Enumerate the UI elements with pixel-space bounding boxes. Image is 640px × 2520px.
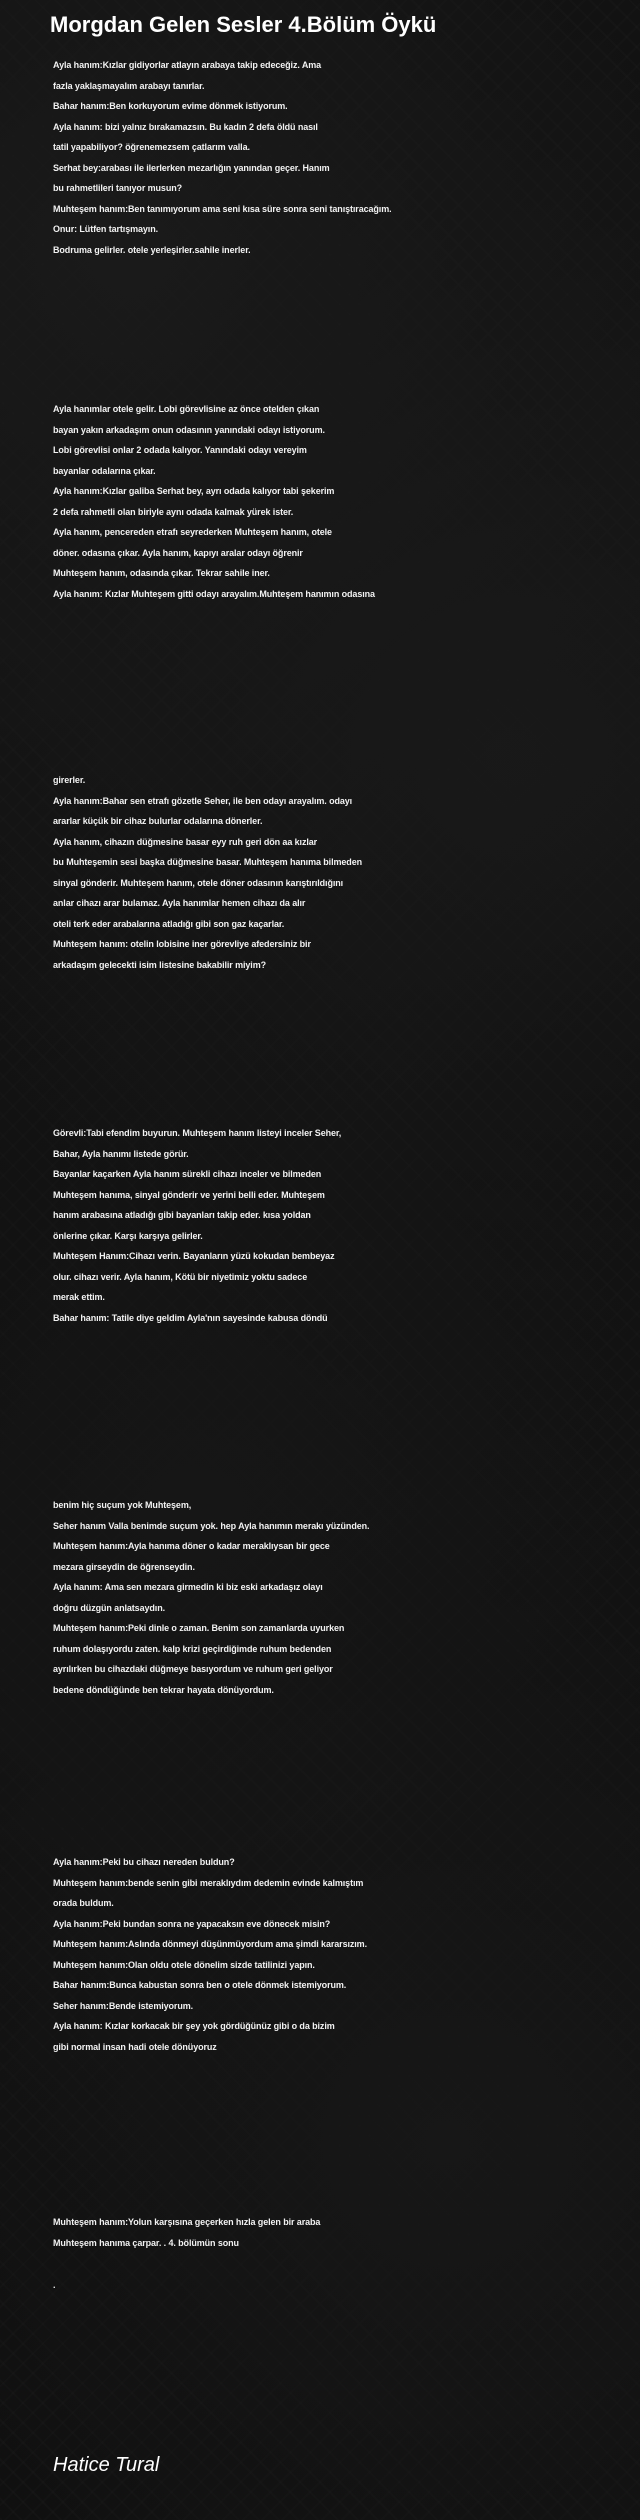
story-line: Ayla hanım: bizi yalnız bırakamazsın. Bu kadın 2 defa öldü nasıl [53, 121, 318, 132]
story-section-7 [53, 2212, 638, 2253]
story-line: Ayla hanımlar otele gelir. Lobi görevlisine az önce otelden çıkan [53, 404, 320, 414]
story-line: Ayla hanım:Kızlar galiba Serhat bey, ayrı odada kalıyor tabi şekerim [53, 486, 335, 496]
story-line: Muhteşem hanım:Aslında dönmeyi düşünmüyordum ama şimdi kararsızım. [53, 1939, 367, 1949]
story-line: Muhteşem hanım: otelin lobisine iner görevliye afedersiniz bir [53, 939, 311, 949]
story-line: tatil yapabiliyor? öğrenemezsem çatlarım valla. [53, 142, 250, 152]
story-line: Bahar, Ayla hanımı listede görür. [53, 1148, 189, 1159]
story-line: Muhteşem hanıma, sinyal gönderir ve yerini belli eder. Muhteşem [53, 1189, 325, 1200]
story-line: önlerine çıkar. Karşı karşıya gelirler. [53, 1230, 203, 1241]
story-line: Bayanlar kaçarken Ayla hanım sürekli cihazı inceler ve bilmeden [53, 1169, 322, 1179]
story-line: bedene döndüğünde ben tekrar hayata dönüyordum. [53, 1684, 274, 1695]
story-line: bu Muhteşemin sesi başka düğmesine basar. Muhteşem hanıma bilmeden [53, 857, 362, 867]
story-line: Serhat bey:arabası ile ilerlerken mezarlığın yanından geçer. Hanım [53, 162, 330, 173]
story-line: Muhteşem hanım:Peki dinle o zaman. Benim son zamanlarda uyurken [53, 1623, 345, 1633]
story-line: gibi normal insan hadi otele dönüyoruz [53, 2041, 217, 2052]
story-line: anlar cihazı arar bulamaz. Ayla hanımlar hemen cihazı da alır [53, 898, 306, 908]
story-line: ruhum dolaşıyordu zaten. kalp krizi geçirdiğimde ruhum bedenden [53, 1643, 332, 1654]
story-line: Ayla hanım: Ama sen mezara girmedin ki biz eski arkadaşız olayı [53, 1582, 323, 1592]
story-line: olur. cihazı verir. Ayla hanım, Kötü bir niyetimiz yoktu sadece [53, 1271, 308, 1282]
story-title: Morgdan Gelen Sesler 4.Bölüm Öykü [50, 12, 437, 37]
story-line: Bahar hanım:Ben korkuyorum evime dönmek istiyorum. [53, 101, 288, 111]
story-line: Seher hanım Valla benimde suçum yok. hep Ayla hanımın merakı yüzünden. [53, 1520, 370, 1531]
story-line: Onur: Lütfen tartışmayın. [53, 224, 159, 234]
story-line: Muhteşem Hanım:Cihazı verin. Bayanların yüzü kokudan bembeyaz [53, 1251, 335, 1261]
story-line: Ayla hanım: Kızlar Muhteşem gitti odayı arayalım.Muhteşem hanımın odasına [53, 588, 375, 599]
story-line: Bodruma gelirler. otele yerleşirler.sahile inerler. [53, 244, 251, 255]
story-line: Lobi görevlisi onlar 2 odada kalıyor. Yanındaki odayı vereyim [53, 445, 307, 455]
story-line: Muhteşem hanıma çarpar. . 4. bölümün sonu [53, 2237, 239, 2248]
story-line: . [53, 2280, 56, 2290]
story-line: Ayla hanım:Kızlar gidiyorlar atlayın arabaya takip edeceğiz. Ama [53, 60, 322, 70]
story-line: Ayla hanım:Peki bundan sonra ne yapacaksın eve dönecek misin? [53, 1918, 331, 1929]
story-line: Muhteşem hanım:Olan oldu otele dönelim sizde tatilinizi yapın. [53, 1959, 315, 1970]
story-line: fazla yaklaşmayalım arabayı tanırlar. [53, 80, 205, 91]
story-line: arkadaşım gelecekti isim listesine bakabilir miyim? [53, 959, 267, 970]
story-line: doğru düzgün anlatsaydın. [53, 1602, 165, 1613]
story-line: bayan yakın arkadaşım onun odasının yanındaki odayı istiyorum. [53, 424, 325, 435]
story-line: girerler. [53, 775, 86, 785]
story-section-1 [53, 55, 638, 260]
story-line: Ayla hanım:Bahar sen etrafı gözetle Seher, ile ben odayı arayalım. odayı [53, 795, 353, 806]
story-line: benim hiç suçum yok Muhteşem, [53, 1500, 192, 1510]
story-line: Muhteşem hanım:bende senin gibi meraklıydım dedemin evinde kalmıştım [53, 1877, 364, 1888]
story-line: Muhteşem hanım:Yolun karşısına geçerken hızla gelen bir araba [53, 2217, 321, 2227]
story-line: ayrılırken bu cihazdaki düğmeye basıyordum ve ruhum geri geliyor [53, 1664, 333, 1674]
story-line: Ayla hanım:Peki bu cihazı nereden buldun? [53, 1857, 235, 1867]
story-line: merak ettim. [53, 1292, 105, 1302]
story-line: Muhteşem hanım:Ayla hanıma döner o kadar meraklıysan bir gece [53, 1541, 330, 1551]
story-line: Görevli:Tabi efendim buyurun. Muhteşem hanım listeyi inceler Seher, [53, 1128, 342, 1138]
story-section-8 [53, 2275, 638, 2296]
story-line: bayanlar odalarına çıkar. [53, 465, 156, 476]
story-line: döner. odasına çıkar. Ayla hanım, kapıyı aralar odayı öğrenir [53, 547, 303, 558]
story-line: 2 defa rahmetli olan biriyle aynı odada kalmak yürek ister. [53, 506, 294, 517]
story-line: Bahar hanım: Tatile diye geldim Ayla'nın sayesinde kabusa döndü [53, 1312, 328, 1323]
story-section-4 [53, 1123, 638, 1328]
story-line: sinyal gönderir. Muhteşem hanım, otele döner odasının karıştırıldığını [53, 877, 344, 888]
story-line: Ayla hanım: Kızlar korkacak bir şey yok gördüğünüz gibi o da bizim [53, 2021, 335, 2031]
story-section-6 [53, 1852, 638, 2057]
story-line: bu rahmetlileri tanıyor musun? [53, 183, 183, 193]
story-line: Seher hanım:Bende istemiyorum. [53, 2000, 194, 2011]
story-section-2 [53, 399, 638, 604]
story-line: oteli terk eder arabalarına atladığı gibi son gaz kaçarlar. [53, 918, 285, 929]
story-line: ararlar küçük bir cihaz bulurlar odalarına dönerler. [53, 816, 263, 826]
story-section-3 [53, 770, 638, 975]
story-line: Ayla hanım, pencereden etrafı seyrederken Muhteşem hanım, otele [53, 527, 332, 537]
story-line: Muhteşem hanım:Ben tanımıyorum ama seni kısa süre sonra seni tanıştıracağım. [53, 203, 392, 214]
story-line: orada buldum. [53, 1898, 114, 1908]
story-line: hanım arabasına atladığı gibi bayanları takip eder. kısa yoldan [53, 1210, 311, 1220]
story-line: Muhteşem hanım, odasında çıkar. Tekrar sahile iner. [53, 568, 270, 578]
story-line: Bahar hanım:Bunca kabustan sonra ben o otele dönmek istemiyorum. [53, 1980, 347, 1990]
story-line: mezara girseydin de öğrenseydin. [53, 1561, 195, 1572]
story-section-5 [53, 1495, 638, 1700]
story-line: Ayla hanım, cihazın düğmesine basar eyy ruh geri dön aa kızlar [53, 836, 318, 847]
author-name: Hatice Tural [53, 2454, 160, 2476]
